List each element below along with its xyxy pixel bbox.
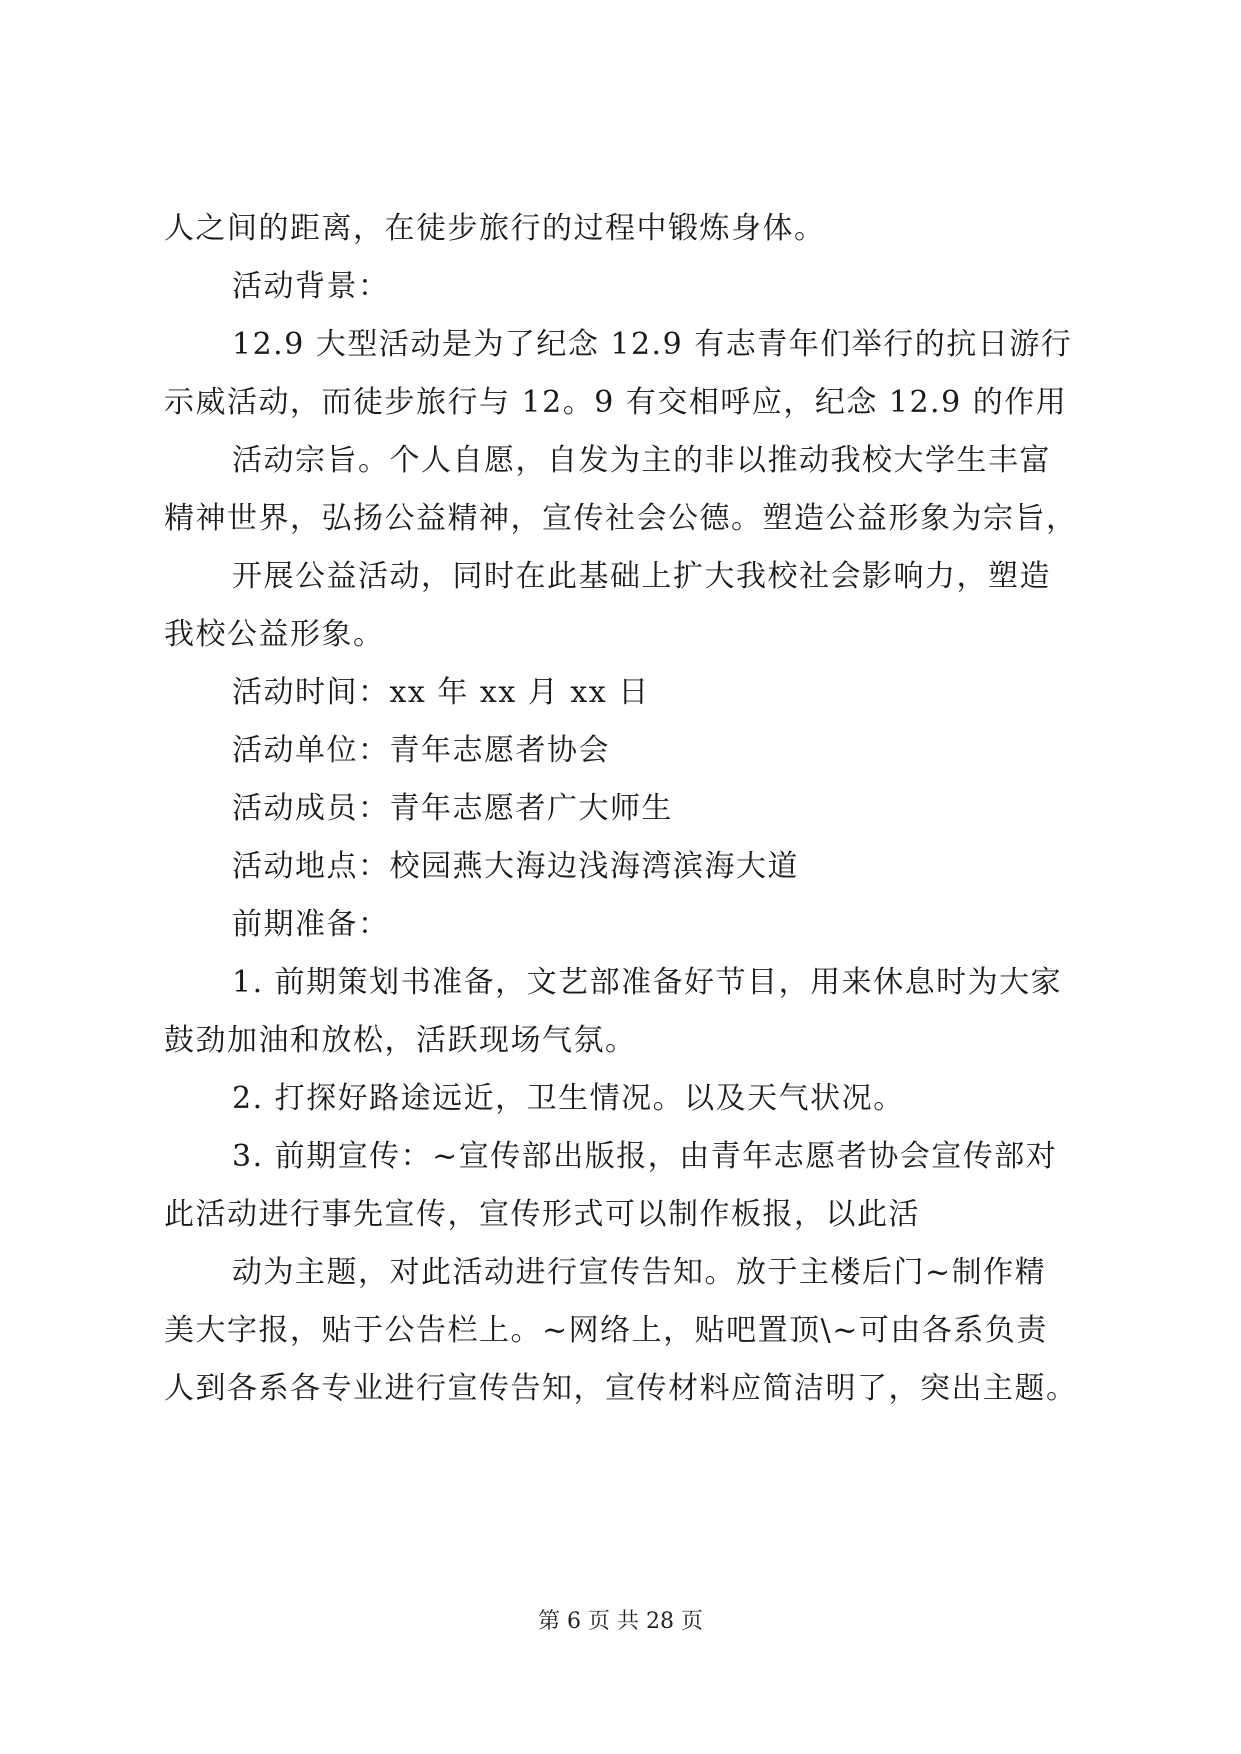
list-item: 1. 前期策划书准备，文艺部准备好节目，用来休息时为大家 <box>232 965 1063 1000</box>
activity-members: 活动成员：青年志愿者广大师生 <box>232 791 673 826</box>
text-line: 人之间的距离，在徒步旅行的过程中锻炼身体。 <box>164 211 826 246</box>
page-number-footer: 第 6 页 共 28 页 <box>538 1609 703 1634</box>
text-line: 12.9 大型活动是为了纪念 12.9 有志青年们举行的抗日游行 <box>232 327 1073 362</box>
text-line: 美大字报，贴于公告栏上。~网络上，贴吧置顶\~可由各系负责 <box>164 1313 1048 1348</box>
activity-location: 活动地点：校园燕大海边浅海湾滨海大道 <box>232 849 799 884</box>
section-heading-preparation: 前期准备： <box>232 907 390 942</box>
text-line: 鼓劲加油和放松，活跃现场气氛。 <box>164 1023 637 1058</box>
section-heading-background: 活动背景： <box>232 269 390 304</box>
text-line: 动为主题，对此活动进行宣传告知。放于主楼后门~制作精 <box>232 1255 1047 1290</box>
list-item: 2. 打探好路途远近，卫生情况。以及天气状况。 <box>232 1081 905 1116</box>
text-line: 人到各系各专业进行宣传告知，宣传材料应简洁明了，突出主题。 <box>164 1371 1078 1406</box>
activity-time: 活动时间：xx 年 xx 月 xx 日 <box>232 675 650 710</box>
list-item: 3. 前期宣传：~宣传部出版报，由青年志愿者协会宣传部对 <box>232 1139 1058 1174</box>
text-line: 精神世界，弘扬公益精神，宣传社会公德。塑造公益形象为宗旨， <box>164 501 1078 536</box>
text-line: 活动宗旨。个人自愿，自发为主的非以推动我校大学生丰富 <box>232 443 1051 478</box>
text-line: 此活动进行事先宣传，宣传形式可以制作板报，以此活 <box>164 1197 920 1232</box>
text-line: 我校公益形象。 <box>164 617 385 652</box>
activity-organizer: 活动单位：青年志愿者协会 <box>232 733 610 768</box>
text-line: 开展公益活动，同时在此基础上扩大我校社会影响力，塑造 <box>232 559 1051 594</box>
text-line: 示威活动，而徒步旅行与 12。9 有交相呼应，纪念 12.9 的作用 <box>164 385 1068 420</box>
